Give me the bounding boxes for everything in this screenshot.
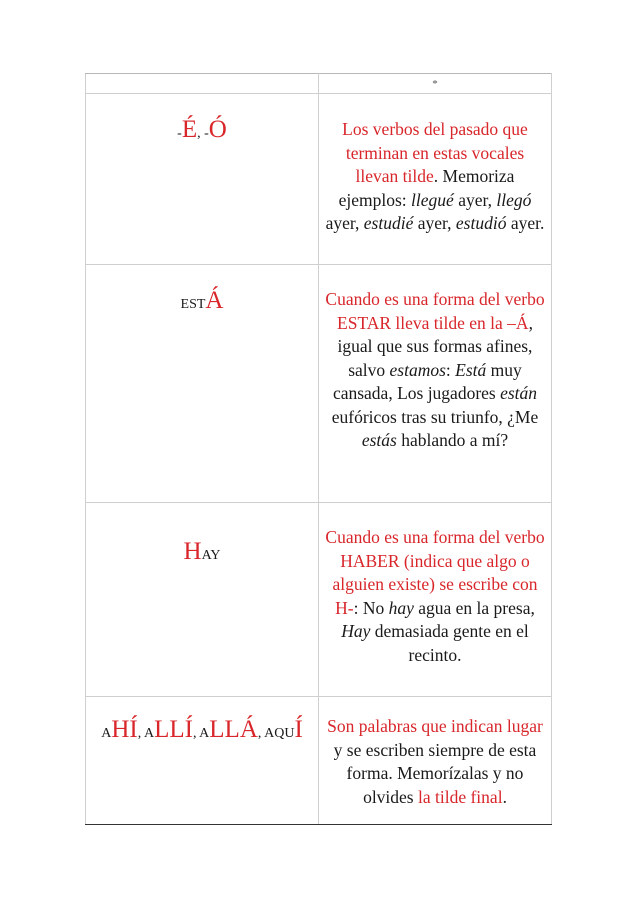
description-cell [319, 265, 552, 503]
desc-segment: Cuando es una forma del verbo ESTAR lleva tilde en la –Á [325, 289, 545, 333]
term-segment: - [177, 126, 182, 141]
rule-term [86, 697, 318, 749]
term-segment: LLÁ [209, 716, 258, 743]
term-segment: , - [197, 126, 209, 141]
desc-segment: Está [455, 359, 487, 380]
desc-segment: estamos [389, 359, 446, 380]
desc-segment: llegué [411, 189, 454, 210]
desc-segment: eufóricos tras su triunfo, ¿Me [331, 406, 539, 427]
desc-segment: Hay [341, 621, 371, 641]
table-row [86, 503, 552, 697]
term-segment: , A [137, 726, 155, 741]
term-segment: LLÍ [154, 716, 193, 743]
table-header-row [86, 74, 552, 94]
term-cell [86, 697, 319, 825]
term-segment: Í [294, 716, 303, 743]
description-cell [319, 94, 552, 265]
table-row [86, 94, 552, 265]
desc-segment: agua en la presa, [413, 597, 535, 618]
desc-segment: Son palabras que indican lugar [327, 716, 543, 736]
term-segment: , A [192, 726, 210, 741]
accent-rules-table [85, 73, 552, 825]
term-segment: Ó [208, 116, 227, 143]
term-segment: , AQU [257, 726, 295, 741]
desc-segment: estudió [455, 213, 507, 233]
header-cell-left [86, 74, 319, 94]
rule-term [86, 503, 318, 566]
description-cell [319, 697, 552, 825]
desc-segment: . [502, 786, 507, 807]
table-row [86, 265, 552, 503]
spelling-rules-sheet [85, 73, 549, 825]
header-marker: * [432, 78, 438, 90]
desc-segment: ayer, [325, 213, 364, 233]
rule-term [86, 265, 318, 315]
table-row [86, 697, 552, 825]
description-cell [319, 503, 552, 697]
desc-segment: estás [361, 430, 397, 450]
desc-segment: estudié [363, 213, 414, 233]
desc-segment: Cuando es una forma del verbo HABER (indica que algo o alguien existe) se escribe con H- [325, 527, 545, 618]
rule-description [319, 265, 551, 453]
desc-segment: llegó [496, 189, 532, 210]
desc-segment: : [445, 359, 456, 380]
desc-segment: hay [388, 597, 414, 618]
rule-description [319, 697, 551, 809]
rule-description [319, 503, 551, 667]
desc-segment: están [500, 383, 538, 403]
term-segment: HÍ [111, 716, 138, 743]
desc-segment: , igual que sus formas afines, salvo [337, 312, 533, 380]
term-cell [86, 503, 319, 697]
desc-segment: Los verbos del pasado que terminan en estas vocales llevan tilde [342, 119, 528, 186]
desc-segment: ayer, [453, 189, 497, 210]
rule-description [319, 94, 551, 236]
term-cell [86, 94, 319, 265]
term-segment: H [183, 538, 202, 565]
term-segment: A [101, 726, 112, 741]
rule-term [86, 94, 318, 144]
desc-segment: hablando a mí? [396, 430, 509, 450]
term-segment: AY [201, 548, 221, 563]
desc-segment: . Memoriza ejemplos: [338, 166, 515, 210]
desc-segment: la tilde final [418, 786, 503, 807]
desc-segment: demasiada gente en el recinto. [370, 621, 529, 665]
header-cell-right [319, 74, 552, 94]
term-segment: EST [180, 297, 206, 312]
desc-segment: ayer. [506, 213, 545, 233]
desc-segment: y se escriben siempre de esta forma. Memorízalas y no olvides [333, 739, 537, 807]
term-segment: Á [205, 287, 224, 314]
term-cell [86, 265, 319, 503]
desc-segment: : No [353, 597, 389, 618]
term-segment: É [181, 116, 198, 143]
desc-segment: ayer, [413, 213, 456, 233]
desc-segment: muy cansada, Los jugadores [332, 359, 522, 403]
